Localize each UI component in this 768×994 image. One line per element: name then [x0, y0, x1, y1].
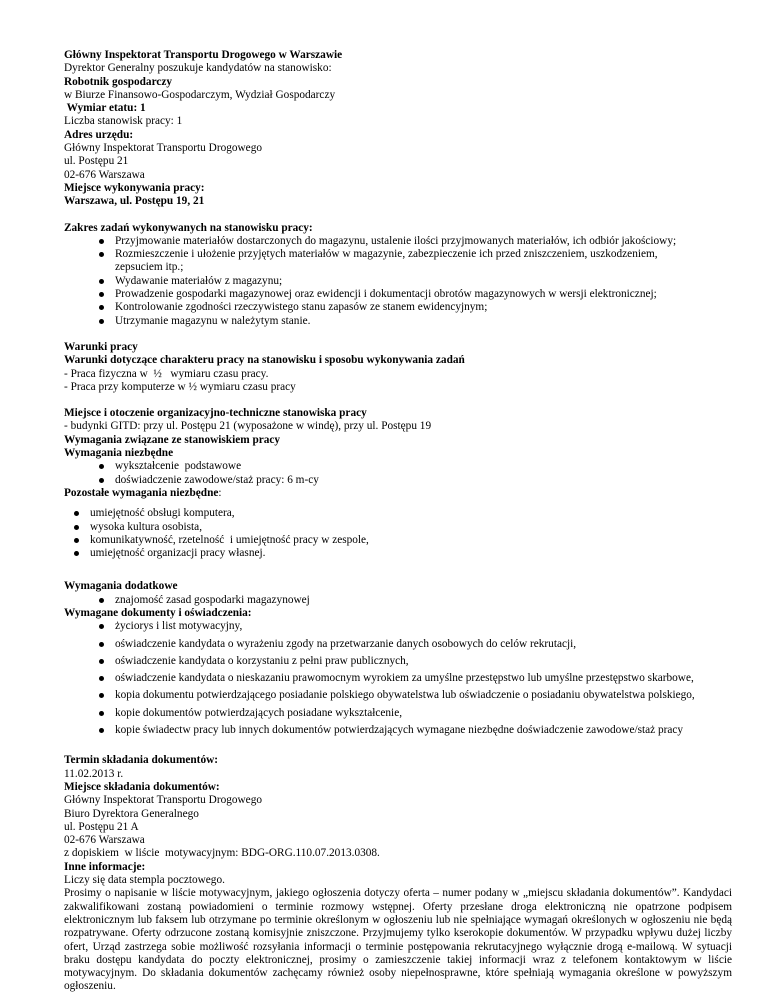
other-requirement-item: wysoka kultura osobista, [64, 521, 732, 534]
required-list [64, 460, 732, 487]
other-requirements-label: Pozostałe wymagania niezbędne [64, 486, 219, 499]
condition-line: - Praca fizyczna w ½ wymiaru czasu pracy. [64, 367, 269, 380]
etat: Wymiar etatu: 1 [64, 102, 146, 115]
workplace-label: Miejsce wykonywania pracy: [64, 181, 205, 194]
condition-line: - Praca przy komputerze w ½ wymiaru czasu pracy [64, 380, 296, 393]
submission-line: Główny Inspektorat Transportu Drogowego [64, 794, 262, 807]
other-requirements-list [64, 507, 732, 560]
other-info-first-line: Liczy się data stempla pocztowego. [64, 874, 225, 887]
deadline-value: 11.02.2013 r. [64, 767, 124, 780]
conditions-label: Warunki pracy [64, 340, 138, 353]
documents-label: Wymagane dokumenty i oświadczenia: [64, 606, 252, 619]
address-line: ul. Postępu 21 [64, 155, 129, 168]
submission-line: Biuro Dyrektora Generalnego [64, 807, 199, 820]
additional-label: Wymagania dodatkowe [64, 580, 178, 593]
positions-count: Liczba stanowisk pracy: 1 [64, 115, 183, 128]
required-label: Wymagania niezbędne [64, 447, 174, 460]
duties-label: Zakres zadań wykonywanych na stanowisku pracy: [64, 221, 313, 234]
deadline-label: Termin składania dokumentów: [64, 754, 219, 767]
workplace-value: Warszawa, ul. Postępu 19, 21 [64, 195, 205, 208]
duty-item: Kontrolowanie zgodności rzeczywistego stanu zapasów ze stanem ewidencyjnym; [89, 301, 732, 314]
address-label: Adres urzędu: [64, 128, 134, 141]
other-requirement-item: umiejętność obsługi komputera, [64, 507, 732, 520]
submission-line: ul. Postępu 21 A [64, 820, 139, 833]
other-requirements-colon: : [218, 486, 222, 499]
duty-item: Wydawanie materiałów z magazynu; [89, 275, 732, 288]
conditions-sublabel: Warunki dotyczące charakteru pracy na stanowisku i sposobu wykonywania zadań [64, 354, 465, 367]
additional-list [64, 594, 732, 607]
address-line: 02-676 Warszawa [64, 168, 145, 181]
submission-label: Miejsce składania dokumentów: [64, 780, 220, 793]
director-line: Dyrektor Generalny poszukuje kandydatów na stanowisko: [64, 62, 332, 75]
document-item: oświadczenie kandydata o korzystaniu z pełni praw publicznych, [89, 655, 732, 668]
other-requirement-item: umiejętność organizacji pracy własnej. [64, 547, 732, 560]
document-item: życiorys i list motywacyjny, [89, 620, 732, 633]
other-requirement-item: komunikatywność, rzetelność i umiejętność pracy w zespole, [64, 534, 732, 547]
environment-label: Miejsce i otoczenie organizacyjno-techniczne stanowiska pracy [64, 407, 367, 420]
required-item: doświadczenie zawodowe/staż pracy: 6 m-cy [89, 474, 732, 487]
address-line: Główny Inspektorat Transportu Drogowego [64, 142, 262, 155]
required-item: wykształcenie podstawowe [89, 460, 732, 473]
documents-list [64, 620, 732, 737]
duties-list [64, 235, 732, 328]
other-info-paragraph: Prosimy o napisanie w liście motywacyjnym, jakiego ogłoszenia dotyczy oferta – numer podany w „miejscu składania dokumentów”. Kandydaci zakwalifikowani zostaną powiadomieni o terminie rozmowy wstępnej. Oferty przesłane droga elektroniczną nie opatrzone podpisem elektronicznym lub faksem lub otrzymane po terminie określonym w ogłoszeniu lub nie spełniające wymagań określonych w ogłoszeniu nie będą rozpatrywane. Oferty odrzucone zostaną komisyjnie zniszczone. Przyjmujemy tylko kserokopie dokumentów. W przypadku wpływu dużej liczby ofert, Urząd zastrzega sobie możliwość rozsyłania informacji o terminie postępowania rekrutacyjnego wyłącznie drogą e-mailową. W sytuacji braku dostępu kandydata do poczty elektronicznej, prosimy o zamieszczenie takiej informacji wraz z telefonem kontaktowym w liście motywacyjnym. Do składania dokumentów zachęcamy również osoby niepełnosprawne, które spełniają wymagania określone w powyższym ogłoszeniu. [64, 887, 732, 993]
additional-item: znajomość zasad gospodarki magazynowej [89, 594, 732, 607]
document-item: oświadczenie kandydata o wyrażeniu zgody na przetwarzanie danych osobowych do celów rekrutacji, [89, 638, 732, 651]
environment-text: - budynki GITD: przy ul. Postępu 21 (wyposażone w windę), przy ul. Postępu 19 [64, 420, 432, 433]
department: w Biurze Finansowo-Gospodarczym, Wydział Gospodarczy [64, 88, 336, 101]
document-item: oświadczenie kandydata o nieskazaniu prawomocnym wyrokiem za umyślne przestępstwo lub umyślne przestępstwo skarbowe, [89, 672, 732, 685]
duty-item: Przyjmowanie materiałów dostarczonych do magazynu, ustalenie ilości przyjmowanych materiałów, ich odbiór jakościowy; [89, 235, 705, 248]
document-item: kopie świadectw pracy lub innych dokumentów potwierdzających wymagane niezbędne doświadczenie zawodowe/staż pracy [89, 724, 732, 737]
duty-item: Rozmieszczenie i ułożenie przyjętych materiałów w magazynie, zabezpieczenie ich przed zniszczeniem, uszkodzeniem, zepsuciem itp.; [89, 248, 705, 275]
duty-item: Utrzymanie magazynu w należytym stanie. [89, 315, 732, 328]
document-item: kopie dokumentów potwierdzających posiadane wykształcenie, [89, 707, 732, 720]
document-item: kopia dokumentu potwierdzającego posiadanie polskiego obywatelstwa lub oświadczenie o posiadaniu obywatelstwa polskiego, [89, 689, 732, 702]
requirements-label: Wymagania związane ze stanowiskiem pracy [64, 433, 281, 446]
duty-item: Prowadzenie gospodarki magazynowej oraz ewidencji i dokumentacji obrotów magazynowych w wersji elektronicznej; [89, 288, 732, 301]
other-info-label: Inne informacje: [64, 860, 146, 873]
submission-line: 02-676 Warszawa [64, 834, 145, 847]
submission-line: z dopiskiem w liście motywacyjnym: BDG-ORG.110.07.2013.0308. [64, 847, 380, 860]
position-title: Robotnik gospodarczy [64, 75, 173, 88]
org-title: Główny Inspektorat Transportu Drogowego w Warszawie [64, 49, 343, 61]
